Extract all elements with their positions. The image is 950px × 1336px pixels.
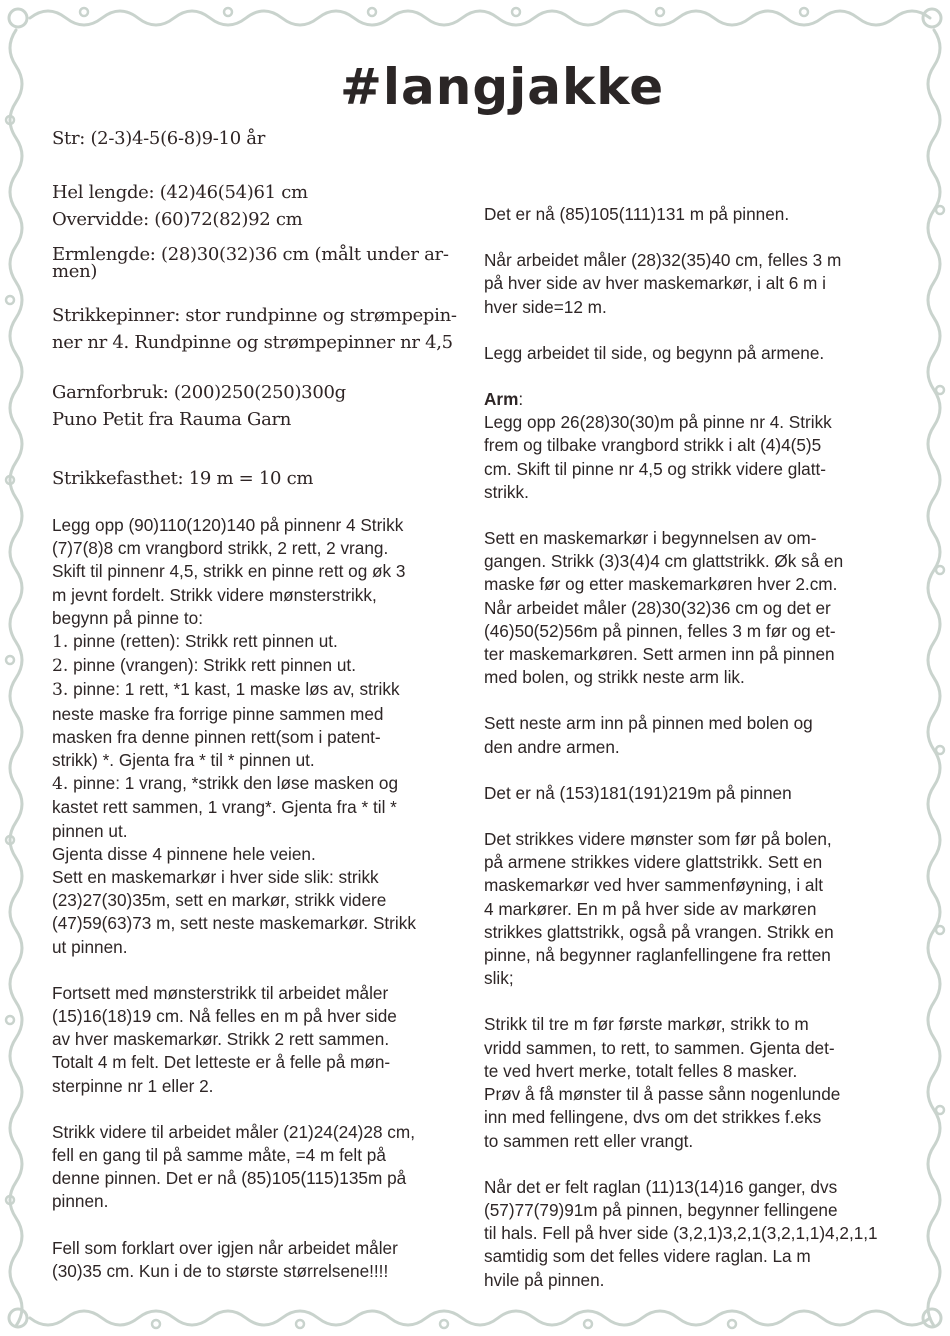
- text-line: den andre armen.: [484, 736, 620, 757]
- spec-length: Hel lengde: (42)46(54)61 cm: [52, 182, 308, 203]
- text-line: frem og tilbake vrangbord strikk i alt (4)4(5)5: [484, 435, 822, 456]
- text-line: sterpinne nr 1 eller 2.: [52, 1075, 214, 1096]
- text-line: Sett en maskemarkør i hver side slik: strikk: [52, 867, 379, 888]
- paragraph-stitch-count-2: [484, 782, 904, 805]
- paragraph-sleeve-cast-on: [484, 411, 904, 504]
- text-line: strikk) *. Gjenta fra * til * pinnen ut.: [52, 750, 315, 771]
- section-heading-arm: [484, 388, 904, 411]
- text-line: Skift til pinnenr 4,5, strikk en pinne rett og øk 3: [52, 561, 406, 582]
- paragraph-neck: [484, 1176, 904, 1292]
- spec-width: Overvidde: (60)72(82)92 cm: [52, 209, 303, 230]
- page-title: #langjakke: [340, 58, 665, 116]
- text-line: Strikk til tre m før første markør, strikk to m: [484, 1014, 809, 1035]
- text-line: på armene strikkes videre glattstrikk. Sett en: [484, 852, 823, 873]
- text-line: gangen. Strikk (3)3(4)4 cm glattstrikk. Øk så en: [484, 551, 844, 572]
- text-line: vridd sammen, to rett, to sammen. Gjenta det-: [484, 1037, 835, 1058]
- row-number: 4.: [52, 774, 69, 795]
- row-text: pinne (vrangen): Strikk rett pinnen ut.: [68, 655, 356, 676]
- spec-yarn-line: Puno Petit fra Rauma Garn: [52, 409, 292, 430]
- text-line: av hver maskemarkør. Strikk 2 rett sammen.: [52, 1029, 390, 1050]
- text-line: pinnen.: [52, 1191, 109, 1212]
- text-line: masken fra denne pinnen rett(som i patent-: [52, 726, 381, 747]
- text-line: maske før og etter maskemarkøren hver 2.cm.: [484, 574, 838, 595]
- spec-sleeve-line: Ermlengde: (28)30(32)36 cm (målt under ar-: [52, 244, 449, 265]
- text-line: (57)77(79)91m på pinnen, begynner fellingene: [484, 1199, 838, 1220]
- text-line: inn med fellingene, dvs om det strikkes f.eks: [484, 1107, 822, 1128]
- spec-size: Str: (2-3)4-5(6-8)9-10 år: [52, 128, 266, 149]
- text-line: ut pinnen.: [52, 936, 128, 957]
- heading-colon: :: [518, 389, 524, 410]
- text-line: Sett neste arm inn på pinnen med bolen og: [484, 713, 813, 734]
- text-line: maskemarkør ved hver sammenføyning, i alt: [484, 875, 824, 896]
- text-line: te ved hvert merke, totalt felles 8 masker.: [484, 1060, 798, 1081]
- spec-needles-line: ner nr 4. Rundpinne og strømpepinner nr 4,5: [52, 332, 453, 353]
- text-line: fell en gang til på samme måte, =4 m felt på: [52, 1145, 386, 1166]
- paragraph-raglan-decrease: [484, 1013, 904, 1152]
- pattern-row-2: [52, 654, 467, 678]
- text-line: Totalt 4 m felt. Det letteste er å felle på møn-: [52, 1052, 391, 1073]
- text-line: Fell som forklart over igjen når arbeidet måler: [52, 1237, 398, 1258]
- text-line: Legg arbeidet til side, og begynn på armene.: [484, 342, 825, 363]
- text-line: m jevnt fordelt. Strikk videre mønsterstrikk,: [52, 584, 377, 605]
- row-text: pinne: 1 rett, *1 kast, 1 maske løs av, strikk: [68, 679, 400, 700]
- row-text: pinne (retten): Strikk rett pinnen ut.: [68, 631, 338, 652]
- paragraph-cast-on: [52, 514, 467, 630]
- pattern-row-4: [52, 772, 467, 796]
- pattern-row-1: [52, 630, 467, 654]
- text-line: (15)16(18)19 cm. Nå felles en m på hver side: [52, 1006, 397, 1027]
- text-line: cm. Skift til pinne nr 4,5 og strikk videre glatt-: [484, 458, 826, 479]
- text-line: (23)27(30)35m, sett en markør, strikk videre: [52, 890, 387, 911]
- text-line: Det strikkes videre mønster som før på bolen,: [484, 829, 832, 850]
- text-line: (47)59(63)73 m, sett neste maskemarkør. Strikk: [52, 913, 416, 934]
- text-line: 4 markører. En m på hver side av markøren: [484, 898, 817, 919]
- text-line: Når arbeidet måler (28)30(32)36 cm og det er: [484, 597, 831, 618]
- text-line: Prøv å få mønster til å passe sånn nogenlunde: [484, 1084, 841, 1105]
- right-column: [484, 203, 904, 1292]
- paragraph-armhole: [484, 249, 904, 319]
- text-line: med bolen, og strikk neste arm lik.: [484, 667, 745, 688]
- row-number: 3.: [52, 680, 69, 701]
- paragraph-join-sleeve: [484, 712, 904, 758]
- paragraph-sleeve-increase: [484, 527, 904, 689]
- text-line: pinne, nå begynner raglanfellingene fra retten: [484, 945, 831, 966]
- paragraph-decrease-1: [52, 982, 467, 1098]
- paragraph-set-aside: [484, 342, 904, 365]
- left-column: [52, 125, 467, 1283]
- spec-needles-line: Strikkepinner: stor rundpinne og strømpepin-: [52, 305, 457, 326]
- text-line: hvile på pinnen.: [484, 1269, 605, 1290]
- text-line: denne pinnen. Det er nå (85)105(115)135m på: [52, 1168, 407, 1189]
- text-line: Sett en maskemarkør i begynnelsen av om-: [484, 528, 817, 549]
- text-line: neste maske fra forrige pinne sammen med: [52, 703, 384, 724]
- paragraph-decrease-2: [52, 1121, 467, 1214]
- text-line: hver side=12 m.: [484, 296, 607, 317]
- text-line: kastet rett sammen, 1 vrang*. Gjenta fra * til *: [52, 797, 397, 818]
- spec-needles: [52, 302, 467, 356]
- text-line: Gjenta disse 4 pinnene hele veien.: [52, 843, 316, 864]
- text-line: Legg opp (90)110(120)140 på pinnenr 4 Strikk: [52, 515, 404, 535]
- text-line: pinnen ut.: [52, 820, 128, 841]
- text-line: (46)50(52)56m på pinnen, felles 3 m før og et-: [484, 620, 836, 641]
- text-line: Legg opp 26(28)30(30)m på pinne nr 4. Strikk: [484, 412, 832, 433]
- row-text: pinne: 1 vrang, *strikk den løse masken og: [68, 773, 398, 794]
- text-line: Strikk videre til arbeidet måler (21)24(24)28 cm,: [52, 1121, 415, 1142]
- paragraph-decrease-3: [52, 1237, 467, 1283]
- text-line: på hver side av hver maskemarkør, i alt 6 m i: [484, 273, 826, 294]
- text-line: to sammen rett eller vrangt.: [484, 1130, 694, 1151]
- text-line: samtidig som det felles videre raglan. La m: [484, 1246, 811, 1267]
- spec-yarn: [52, 379, 467, 433]
- text-line: slik;: [484, 968, 514, 989]
- paragraph-stitch-count-1: [484, 203, 904, 226]
- spec-yarn-line: Garnforbruk: (200)250(250)300g: [52, 382, 346, 403]
- text-line: Når det er felt raglan (11)13(14)16 ganger, dvs: [484, 1176, 838, 1197]
- text-line: til hals. Fell på hver side (3,2,1)3,2,1(3,2,1,1)4,2,1,1: [484, 1223, 878, 1244]
- text-line: strikkes glattstrikk, også på vrangen. Strikk en: [484, 921, 834, 942]
- text-line: strikk.: [484, 481, 529, 502]
- text-line: ter maskemarkøren. Sett armen inn på pinnen: [484, 644, 835, 665]
- row-number: 2.: [52, 656, 69, 677]
- text-line: Det er nå (153)181(191)219m på pinnen: [484, 782, 792, 803]
- pattern-rows: [52, 630, 467, 959]
- text-line: (7)7(8)8 cm vrangbord strikk, 2 rett, 2 vrang.: [52, 538, 389, 559]
- spec-gauge: Strikkefasthet: 19 m = 10 cm: [52, 468, 314, 489]
- pattern-row-3: [52, 678, 467, 702]
- spec-sleeve: [52, 246, 467, 280]
- text-line: Når arbeidet måler (28)32(35)40 cm, felles 3 m: [484, 250, 842, 271]
- row-number: 1.: [52, 632, 69, 653]
- text-line: begynn på pinne to:: [52, 607, 203, 628]
- text-line: (30)35 cm. Kun i de to største størrelsene!!!!: [52, 1260, 389, 1281]
- heading-text: Arm: [484, 389, 519, 410]
- paragraph-raglan-setup: [484, 828, 904, 990]
- text-line: Det er nå (85)105(111)131 m på pinnen.: [484, 204, 790, 224]
- spec-sleeve-line: men): [52, 261, 98, 282]
- text-line: Fortsett med mønsterstrikk til arbeidet måler: [52, 982, 389, 1003]
